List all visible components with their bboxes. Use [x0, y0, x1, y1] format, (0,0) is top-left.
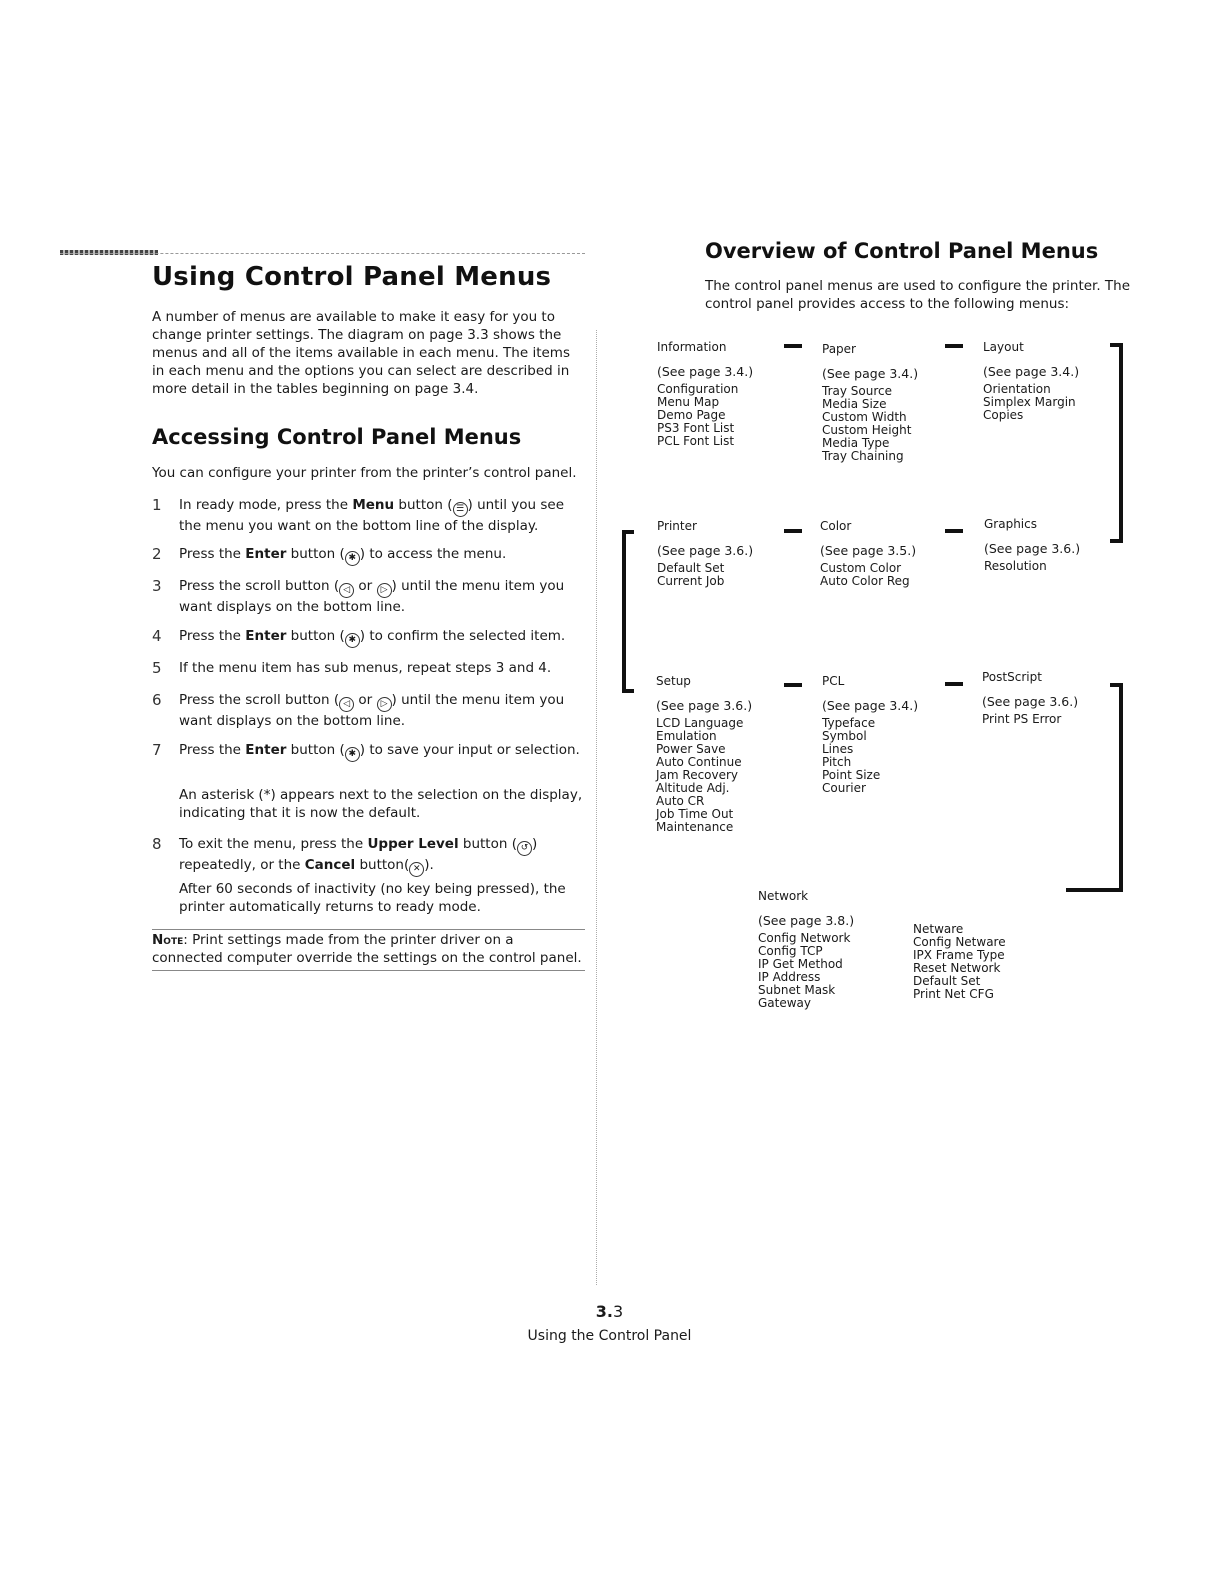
- enter-icon: ✱: [345, 747, 360, 762]
- bracket-right-bottom: [1066, 683, 1123, 892]
- step-number: 8: [152, 835, 162, 853]
- step-number: 3: [152, 577, 162, 595]
- step-number: 5: [152, 659, 162, 677]
- step-number: 6: [152, 691, 162, 709]
- arrow-connector: [945, 344, 963, 348]
- step-number: 7: [152, 741, 162, 759]
- bracket-right-bottom-cap: [1110, 683, 1122, 687]
- header-rule: [60, 253, 585, 254]
- page-title: Using Control Panel Menus: [152, 262, 552, 292]
- step-text: If the menu item has sub menus, repeat steps 3 and 4.: [179, 660, 552, 676]
- scroll-left-icon: ◁: [339, 583, 354, 598]
- step-text: Press the Enter button ( ✱ ) to save your input or selection.: [179, 741, 589, 762]
- note-text: : Print settings made from the printer driver on a connected computer override the settings on the control panel.: [152, 932, 582, 966]
- scroll-right-icon: ▷: [377, 583, 392, 598]
- menu-layout: Layout (See page 3.4.) Orientation Simplex Margin Copies: [983, 340, 1080, 422]
- overview-title: Overview of Control Panel Menus: [705, 239, 1099, 263]
- menu-printer: Printer (See page 3.6.) Default Set Current Job: [657, 519, 754, 588]
- step-number: 1: [152, 496, 162, 514]
- bracket-right-top: [1110, 343, 1123, 543]
- enter-icon: ✱: [345, 551, 360, 566]
- footer-section-title: Using the Control Panel: [527, 1328, 692, 1344]
- step-text: Press the scroll button ( ◁ or ▷ ) until the menu item you want displays on the bottom line.: [179, 578, 565, 615]
- note-box: [152, 931, 587, 967]
- bracket-left: [622, 530, 634, 693]
- intro-paragraph: A number of menus are available to make it easy for you to change printer settings. The diagram on page 3.3 shows the menus and all of the items available in each menu. The items in each menu and the options you can select are described in more detail in the tables beginning on page 3.4.: [152, 309, 570, 397]
- asterisk-note: An asterisk (*) appears next to the selection on the display, indicating that it is now the default.: [179, 787, 583, 821]
- menu-graphics: Graphics (See page 3.6.) Resolution: [984, 517, 1081, 573]
- menu-postscript: PostScript (See page 3.6.) Print PS Error: [982, 670, 1079, 726]
- step-text: In ready mode, press the Menu button ( ☰ ) until you see the menu you want on the bottom line of the display.: [179, 497, 565, 534]
- step-text: To exit the menu, press the Upper Level button ( ↺ ) repeatedly, or the Cancel button( ✕ ).: [179, 835, 589, 877]
- accessing-intro: You can configure your printer from the printer’s control panel.: [152, 465, 577, 481]
- column-divider: [596, 330, 597, 1285]
- note-rule-top: [152, 929, 585, 930]
- overview-intro: The control panel menus are used to configure the printer. The control panel provides access to the following menus:: [705, 278, 1131, 312]
- section-title-accessing: Accessing Control Panel Menus: [152, 425, 522, 449]
- step-text: Press the Enter button ( ✱ ) to confirm the selected item.: [179, 627, 589, 648]
- menu-paper: Paper (See page 3.4.) Tray Source Media Size Custom Width Custom Height Media Type Tray Chaining: [822, 342, 919, 463]
- note-label: Note: [152, 932, 184, 948]
- step-number: 4: [152, 627, 162, 645]
- scroll-right-icon: ▷: [377, 697, 392, 712]
- menu-pcl: PCL (See page 3.4.) Typeface Symbol Lines Pitch Point Size Courier: [822, 674, 919, 795]
- arrow-connector: [784, 529, 802, 533]
- menu-icon: ☰: [453, 502, 468, 517]
- menu-color: Color (See page 3.5.) Custom Color Auto Color Reg: [820, 519, 917, 588]
- arrow-connector: [784, 683, 802, 687]
- enter-icon: ✱: [345, 633, 360, 648]
- menu-setup: Setup (See page 3.6.) LCD Language Emulation Power Save Auto Continue Jam Recovery Altitude Adj. Auto CR Job Time Out Maintenance: [656, 674, 753, 834]
- step-text: Press the scroll button ( ◁ or ▷ ) until the menu item you want displays on the bottom line.: [179, 692, 565, 729]
- arrow-connector: [945, 682, 963, 686]
- page-number: 3.3: [595, 1302, 624, 1321]
- step-text: Press the Enter button ( ✱ ) to access the menu.: [179, 545, 589, 566]
- scroll-left-icon: ◁: [339, 697, 354, 712]
- arrow-connector: [784, 344, 802, 348]
- cancel-icon: ✕: [409, 862, 424, 877]
- menu-network: Network (See page 3.8.) Config Network Config TCP IP Get Method IP Address Subnet Mask Gateway: [758, 889, 855, 1010]
- inactivity-note: After 60 seconds of inactivity (no key being pressed), the printer automatically returns to ready mode.: [179, 881, 566, 915]
- upper-level-icon: ↺: [517, 841, 532, 856]
- step-number: 2: [152, 545, 162, 563]
- menu-information: Information (See page 3.4.) Configuration Menu Map Demo Page PS3 Font List PCL Font List: [657, 340, 754, 448]
- menu-network-netware: Netware Config Netware IPX Frame Type Reset Network Default Set Print Net CFG: [913, 922, 1006, 1001]
- arrow-connector: [945, 529, 963, 533]
- note-rule-bottom: [152, 970, 585, 971]
